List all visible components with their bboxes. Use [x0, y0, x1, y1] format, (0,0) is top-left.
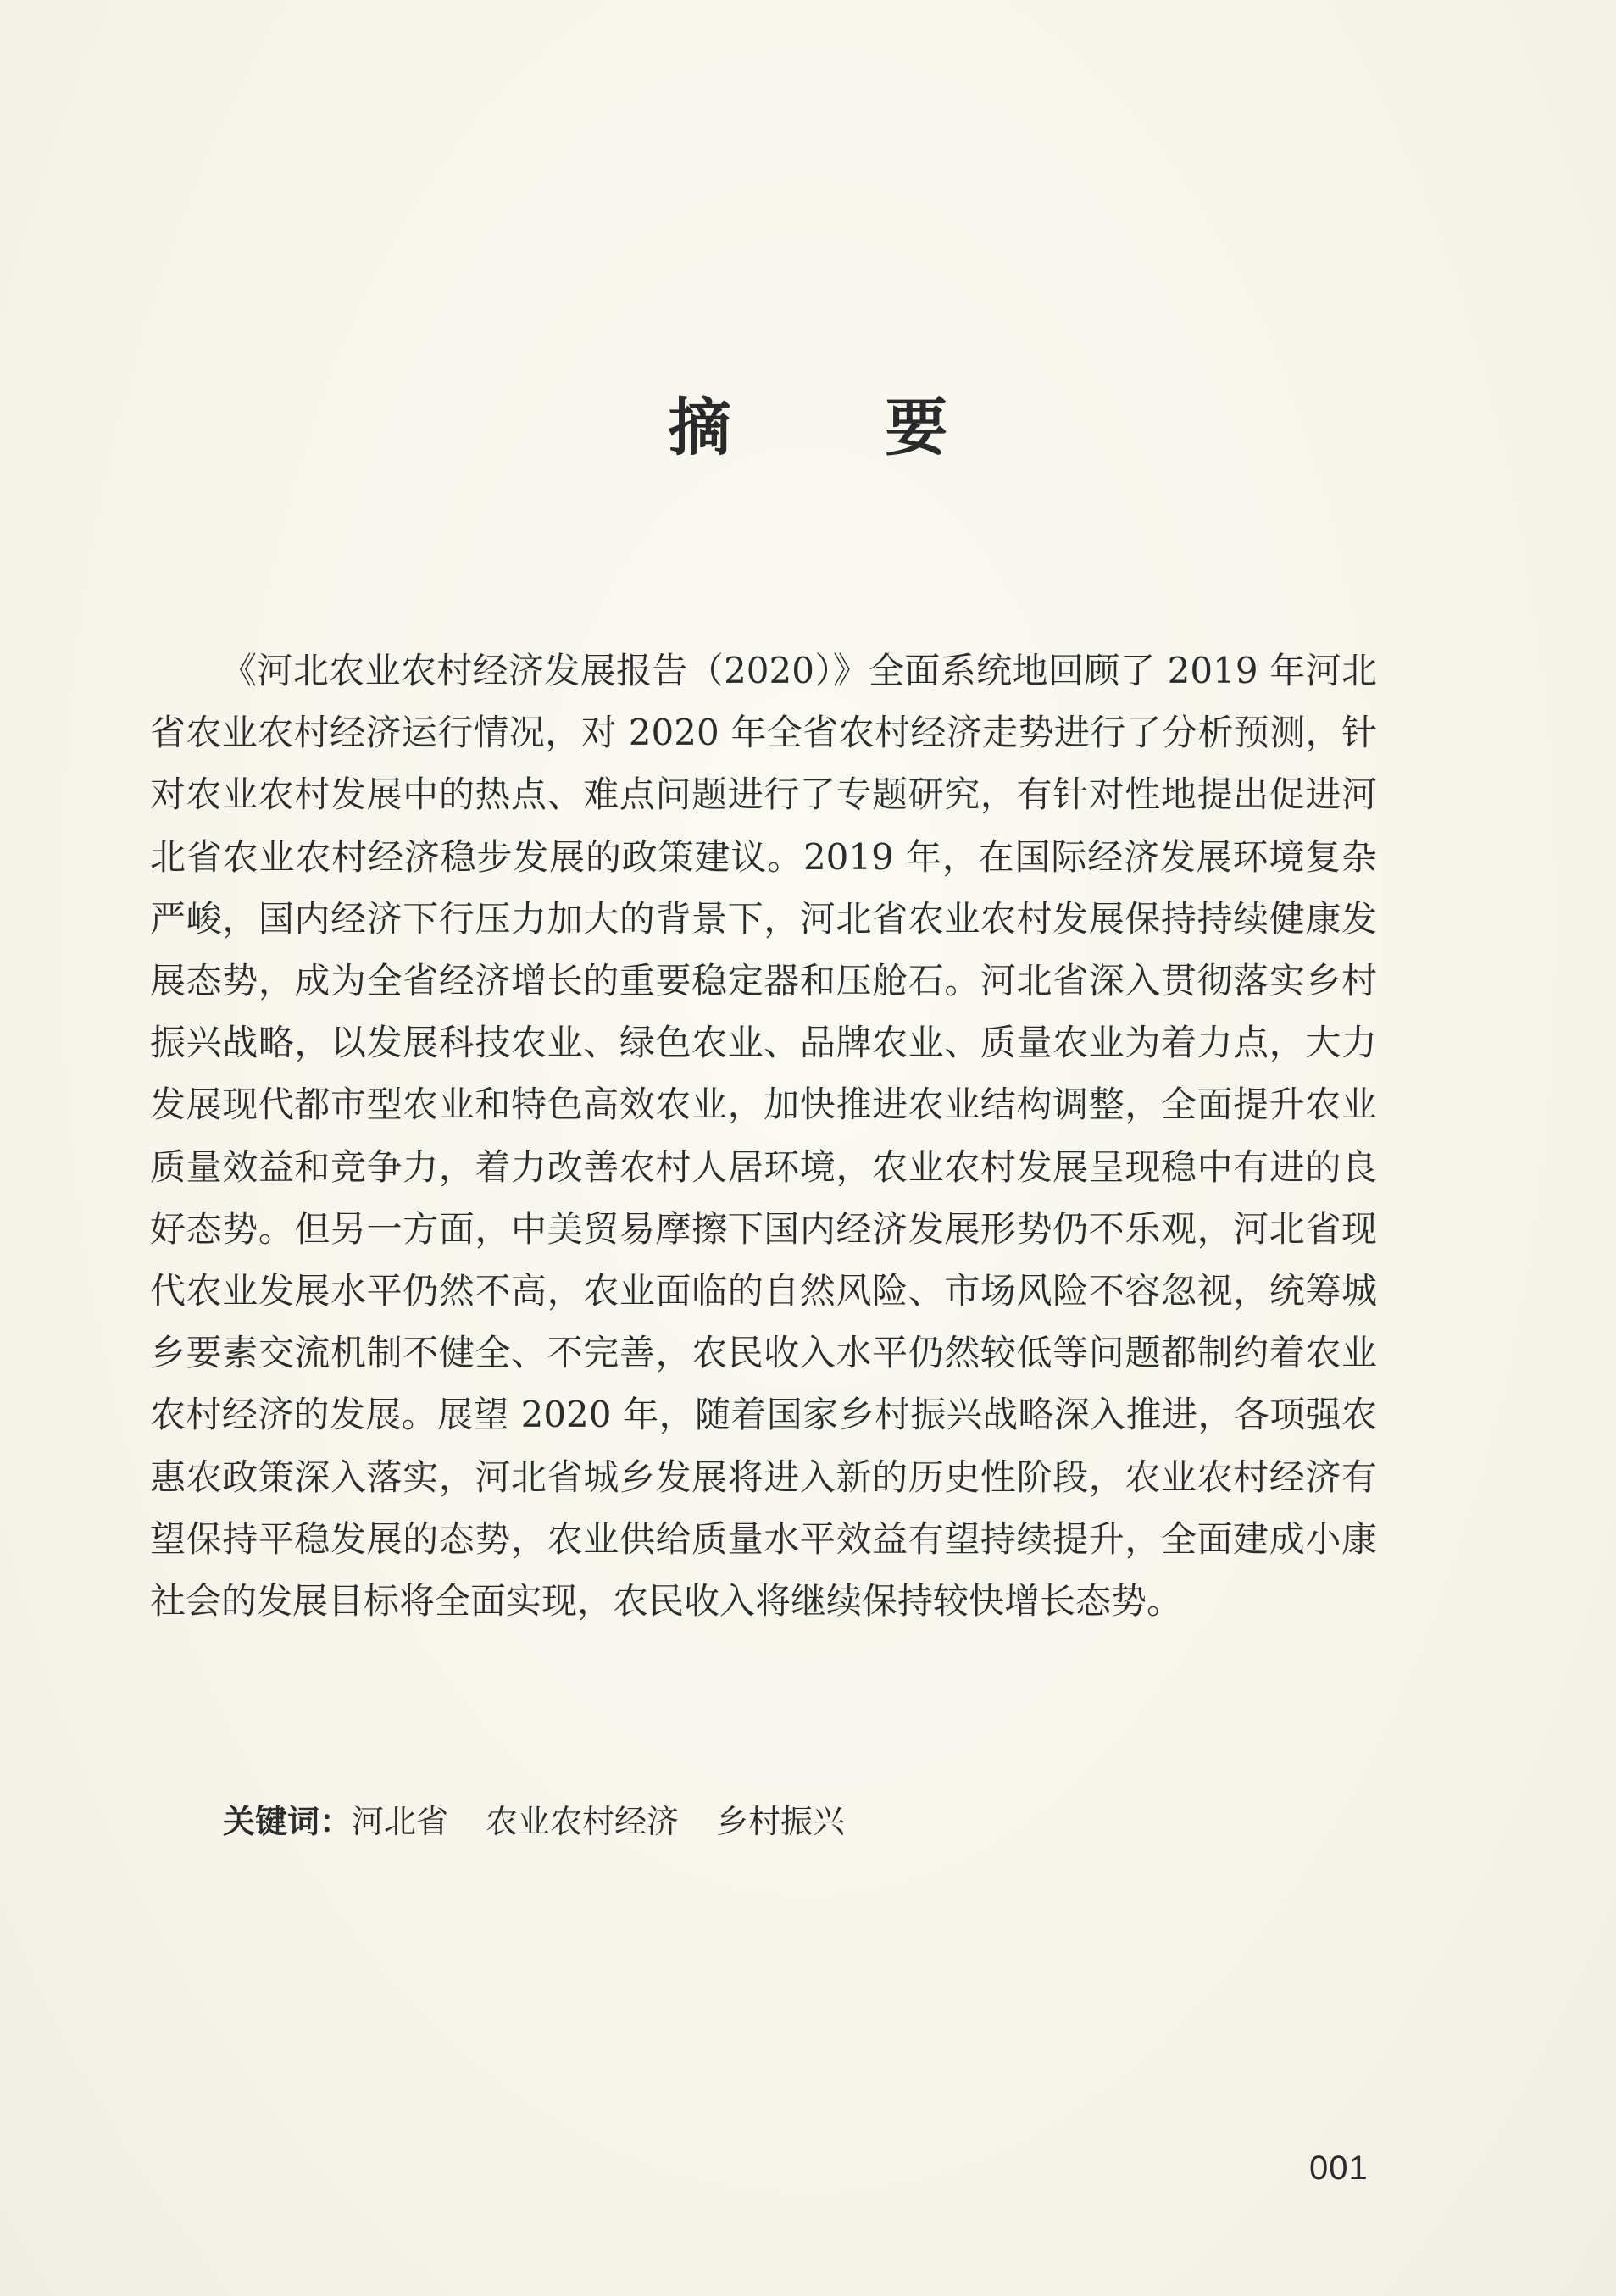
keyword-item: 农业农村经济	[486, 1803, 680, 1840]
page-title: 摘 要	[668, 391, 1014, 464]
keywords-label: 关键词：	[223, 1803, 353, 1840]
keyword-item: 乡村振兴	[716, 1803, 846, 1840]
abstract-paragraph: 《河北农业农村经济发展报告（2020）》全面系统地回顾了 2019 年河北省农业农村经济运行情况，对 2020 年全省农村经济走势进行了分析预测，针对农业农村发展中的热点、难点问题进行了专题研究，有针对性地提出促进河北省农业农村经济稳步发展的政策建议。2019 年，在国际经济发展环境复杂严峻，国内经济下行压力加大的背景下，河北省农业农村发展保持持续健康发展态势，成为全省经济增长的重要稳定器和压舱石。河北省深入贯彻落实乡村振兴战略，以发展科技农业、绿色农业、品牌农业、质量农业为着力点，大力发展现代都市型农业和特色高效农业，加快推进农业结构调整，全面提升农业质量效益和竞争力，着力改善农村人居环境，农业农村发展呈现稳中有进的良好态势。但另一方面，中美贸易摩擦下国内经济发展形势仍不乐观，河北省现代农业发展水平仍然不高，农业面临的自然风险、市场风险不容忽视，统筹城乡要素交流机制不健全、不完善，农民收入水平仍然较低等问题都制约着农业农村经济的发展。展望 2020 年，随着国家乡村振兴战略深入推进，各项强农惠农政策深入落实，河北省城乡发展将进入新的历史性阶段，农业农村经济有望保持平稳发展的态势，农业供给质量水平效益有望持续提升，全面建成小康社会的发展目标将全面实现，农民收入将继续保持较快增长态势。	[150, 650, 1377, 1622]
keywords-line	[223, 1796, 845, 1847]
page-number: 001	[1309, 2149, 1369, 2187]
keyword-item: 河北省	[352, 1803, 449, 1840]
